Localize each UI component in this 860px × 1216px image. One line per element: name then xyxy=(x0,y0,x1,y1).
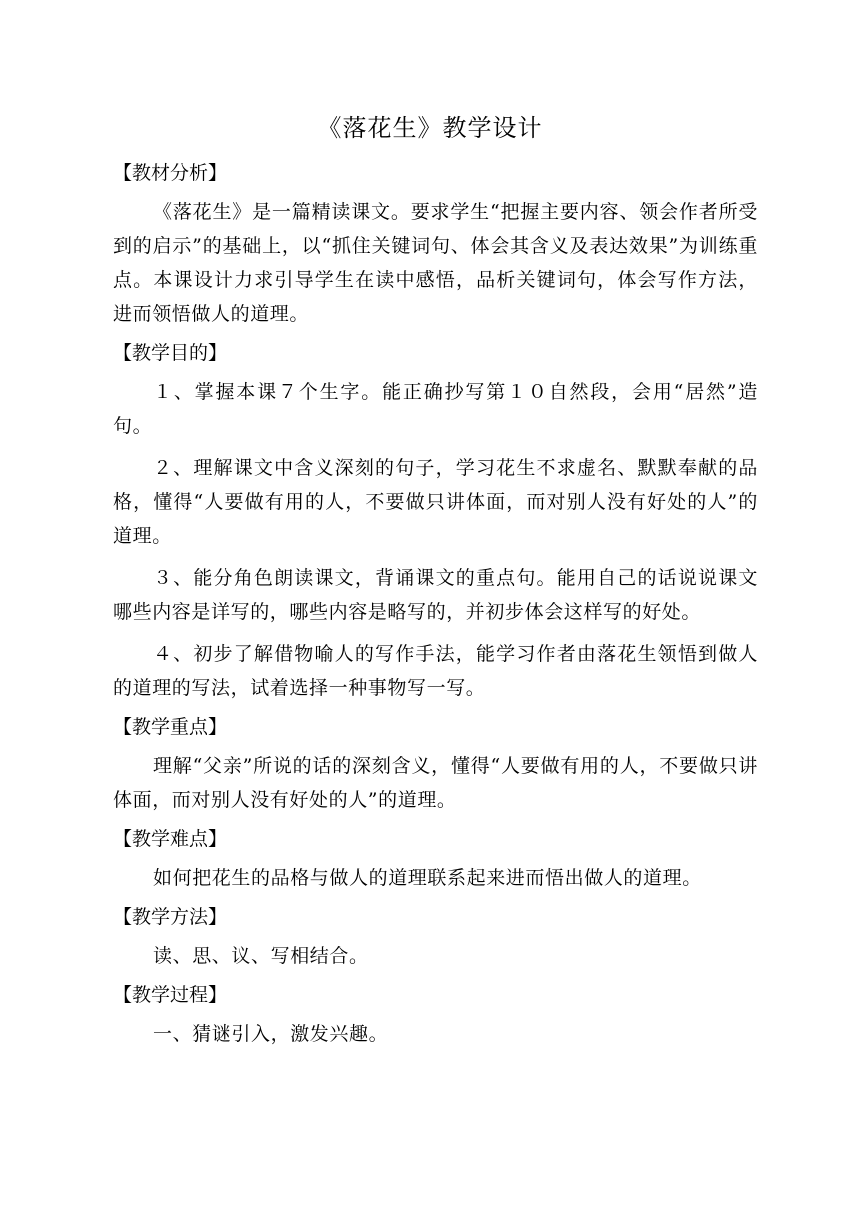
objective-item-2: ２、理解课文中含义深刻的句子，学习花生不求虚名、默默奉献的品格，懂得“人要做有用的人，不要做只讲体面，而对别人没有好处的人”的道理。 xyxy=(113,457,758,547)
document-body xyxy=(113,156,758,1051)
objective-item-4: ４、初步了解借物喻人的写作手法，能学习作者由落花生领悟到做人的道理的写法，试着选择一种事物写一写。 xyxy=(113,643,758,699)
objective-item-3: ３、能分角色朗读课文，背诵课文的重点句。能用自己的话说说课文哪些内容是详写的，哪些内容是略写的，并初步体会这样写的好处。 xyxy=(113,567,758,623)
paragraph-key-points: 理解“父亲”所说的话的深刻含义，懂得“人要做有用的人，不要做只讲体面，而对别人没有好处的人”的道理。 xyxy=(113,755,758,811)
section-heading-difficulties: 【教学难点】 xyxy=(113,828,228,850)
section-heading-process: 【教学过程】 xyxy=(113,984,228,1006)
section-heading-key-points: 【教学重点】 xyxy=(113,716,228,738)
objective-item-1: １、掌握本课７个生字。能正确抄写第１０自然段，会用“居然”造句。 xyxy=(113,381,758,437)
paragraph-analysis: 《落花生》是一篇精读课文。要求学生“把握主要内容、领会作者所受到的启示”的基础上，以“抓住关键词句、体会其含义及表达效果”为训练重点。本课设计力求引导学生在读中感悟，品析关键词句，体会写作方法，进而领悟做人的道理。 xyxy=(113,201,758,325)
section-heading-methods: 【教学方法】 xyxy=(113,906,228,928)
paragraph-process-step-1: 一、猜谜引入，激发兴趣。 xyxy=(153,1023,389,1045)
section-heading-analysis: 【教材分析】 xyxy=(113,162,228,184)
document-title: 《落花生》教学设计 xyxy=(317,114,543,142)
paragraph-methods: 读、思、议、写相结合。 xyxy=(153,945,369,967)
paragraph-difficulties: 如何把花生的品格与做人的道理联系起来进而悟出做人的道理。 xyxy=(153,867,702,889)
section-heading-objectives: 【教学目的】 xyxy=(113,342,228,364)
